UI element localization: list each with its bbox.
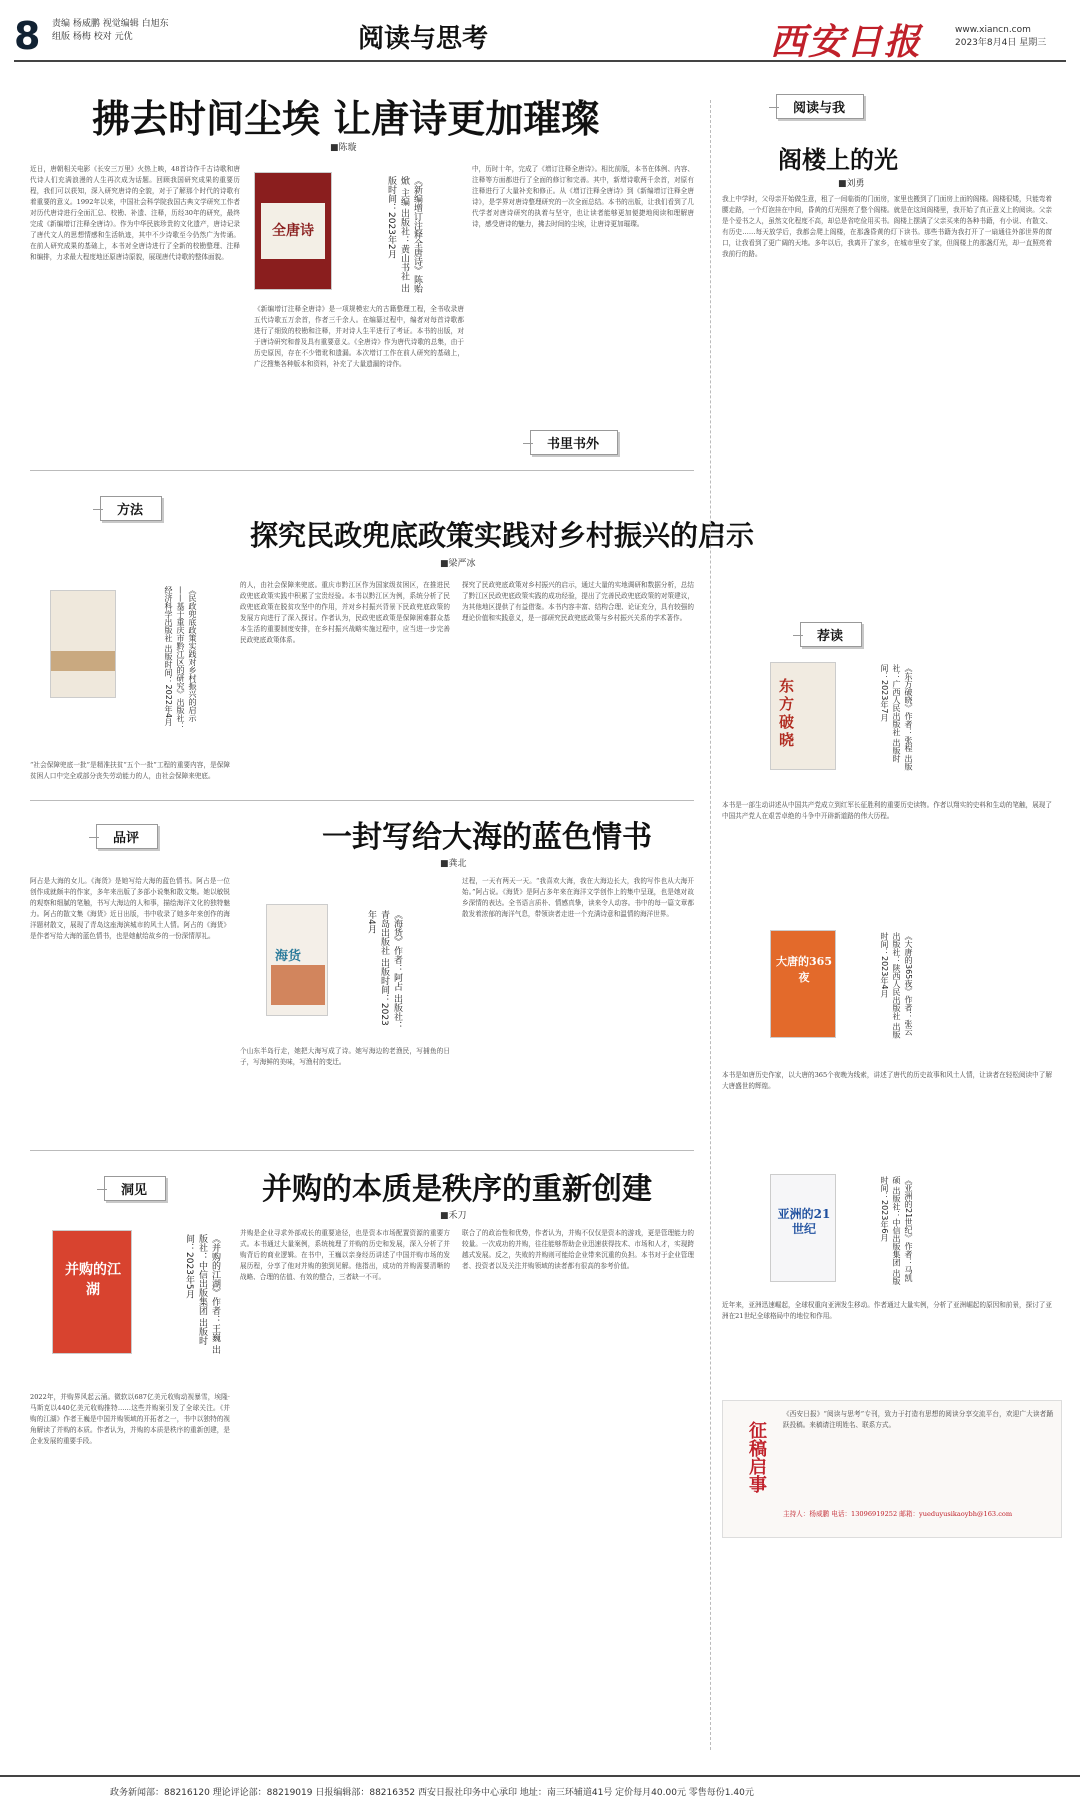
rec-book-3-info: 《亚洲的21世纪》作者：马凯硕 出版社：中信出版集团 出版时间：2023年6月 bbox=[880, 1176, 913, 1286]
article2-col1: “社会保障兜底一批”是精准扶贫“五个一批”工程的重要内容，是保障贫困人口中完全或部分丧失劳动能力的人，由社会保障来兜底。 bbox=[30, 761, 230, 780]
footer bbox=[0, 1775, 1080, 1803]
rec-book-2-info: 《大唐的365夜》作者：张云 出版社：陕西人民出版社 出版时间：2023年4月 bbox=[880, 932, 913, 1039]
call-text: 《西安日报》“阅读与思考”专刊，致力于打造有思想的阅读分享交流平台，欢迎广大读者踊跃投稿。来稿请注明姓名、联系方式。 bbox=[783, 1410, 1053, 1429]
sidebar-divider bbox=[710, 100, 711, 1750]
website: www.xiancn.com bbox=[955, 25, 1031, 35]
credits-line-1: 责编 杨威鹏 视觉编辑 白旭东 bbox=[52, 19, 169, 29]
article3-col1: 阿占是大海的女儿。《海货》是她写给大海的蓝色情书。阿占是一位创作成就颇丰的作家，多年来出版了多部小说集和散文集。她以敏锐的观察和细腻的笔触，书写大海边的人和事，描绘海洋文化的独特魅力。阿占的散文集《海货》近日出版，书中收录了她多年来创作的海洋题材散文，展现了青岛这座海滨城市的风土人情。阿占的《海货》是作者写给大海的蓝色情书，也是她献给故乡的一份深情厚礼。 bbox=[30, 877, 230, 940]
divider bbox=[30, 800, 694, 801]
book-cover-title: 全唐诗 bbox=[261, 203, 325, 259]
article2-tag: 方法 bbox=[100, 496, 162, 521]
book-cover-title: 大唐的365夜 bbox=[776, 955, 832, 984]
article4-book-info: 《并购的江湖》作者：王巍 出版社：中信出版集团 出版时间：2023年5月 bbox=[184, 1234, 220, 1354]
article4-book-cover bbox=[52, 1230, 132, 1354]
sidebar-title: 阁楼上的光 bbox=[778, 145, 898, 174]
rec-book-1-info: 《东方破晓》作者：张程 出版社：广西人民出版社 出版时间：2023年7月 bbox=[880, 664, 913, 771]
call-for-papers-box bbox=[722, 1400, 1062, 1538]
credits-line-2: 组版 杨梅 校对 元优 bbox=[52, 32, 133, 42]
call-contact: 主持人：杨威鹏 电话：13096919252 邮箱：yueduyusikaoybh@163.com bbox=[783, 1510, 1013, 1518]
rec-book-1-text: 本书是一部生动讲述从中国共产党成立到红军长征胜利的重要历史读物。作者以翔实的史料和生动的笔触，展现了中国共产党人在艰苦卓绝的斗争中开辟新道路的伟大历程。 bbox=[722, 801, 1052, 820]
article1-col1: 近日，唐朝相关电影《长安三万里》火热上映，48首诗作千古诗歌和唐代诗人们充满浪漫的人生再次成为话题。回顾我国研究成果的重要历程，我们可以获知，深入研究唐诗的全貌，对于了解那个时代的诗歌有着重要的意义。1992年以来，中国社会科学院我国古典文学研究工作者对历代唐诗进行全面汇总、校勘、补遗、注释，历经30年的研究，最终完成《新编增订注释全唐诗》。作为中华民族珍贵的文化遗产，唐诗记录了唐代文人的思想情感和生活轨迹，其中不少诗歌至今仍然广为传诵。在前人研究成果的基础上，本书对全唐诗进行了全新的校勘整理、注释和编排，力求最大程度地还原唐诗原貌，展现唐代诗歌的整体面貌。 bbox=[30, 165, 240, 261]
sidebar-essay: 我上中学时，父母亲开始做生意，租了一间临街的门面房，家里也搬到了门面房上面的阁楼。阁楼很矮，只能弯着腰走路，一个灯泡挂在中间，昏黄的灯光照亮了整个阁楼。就是在这间阁楼里，我开始了真正意义上的阅读。父亲是个爱书之人，虽然文化程度不高，却总是省吃俭用买书。阁楼上摆满了父亲买来的各种书籍，有小说、有散文、有历史……每天放学后，我都会爬上阁楼，在那盏昏黄的灯下读书。那些书籍为我打开了一扇通往外部世界的窗口，让我看到了更广阔的天地。多年以后，我离开了家乡，在城市里安了家，但阁楼上的那盏灯光，却一直照亮着我前行的路。 bbox=[722, 195, 1052, 258]
article2-book-cover bbox=[50, 590, 116, 698]
article2-title: 探究民政兜底政策实践对乡村振兴的启示 bbox=[250, 519, 755, 552]
newspaper-logo: 西安日报 bbox=[770, 21, 923, 63]
article3-col2: 个山东半岛行走，她把大海写成了诗。她写海边的老渔民，写捕鱼的日子，写海鲜的美味，写渔村的变迁。 bbox=[240, 1047, 450, 1066]
header-rule bbox=[14, 60, 1066, 62]
page-number: 8 bbox=[14, 14, 41, 58]
rec-book-2-text: 本书是如唐历史作家，以大唐的365个夜晚为线索，讲述了唐代的历史故事和风土人情，让读者在轻松阅读中了解大唐盛世的辉煌。 bbox=[722, 1071, 1052, 1090]
rec-book-2-cover bbox=[770, 930, 836, 1038]
article4-col2: 并购是企业寻求外部成长的重要途径，也是资本市场配置资源的重要方式。本书通过大量案例，系统梳理了并购的历史和发展，深入分析了并购背后的商业逻辑。在书中，王巍以亲身经历讲述了中国并购市场的发展历程，分享了他对并购的独到见解。他指出，成功的并购需要清晰的战略、合理的估值、有效的整合，三者缺一不可。 bbox=[240, 1229, 450, 1281]
article3-byline: ■龚北 bbox=[440, 859, 467, 869]
article1-col3: 中，历时十年，完成了《增订注释全唐诗》。相比前版，本书在体例、内容、注释等方面都进行了全面的修订和完善。其中，新增诗歌两千余首，对原有注释进行了大量补充和修正。从《增订注释全唐诗》到《新编增订注释全唐诗》，是学界对唐诗整理研究的一次全面总结。本书的出版，让我们看到了几代学者对唐诗研究的执着与坚守，也让读者能够更加便捷地阅读和理解唐诗，感受唐诗的魅力，拂去时间的尘埃，让唐诗更加璀璨。 bbox=[472, 165, 694, 228]
divider bbox=[30, 470, 694, 471]
article3-col3: 过程，一天有两天一天。“我喜欢大海，我在大海边长大，我的写作也从大海开始。”阿占说。《海货》是阿占多年来在海洋文学创作上的集中呈现，也是她对故乡深情的表达。全书语言质朴、情感真挚，读来令人动容。书中的每一篇文章都散发着浓郁的海洋气息，带领读者走进一个充满诗意和温情的海洋世界。 bbox=[462, 877, 694, 918]
rec-book-3-cover bbox=[770, 1174, 836, 1282]
article1-col2: 《新编增订注释全唐诗》是一项规模宏大的古籍整理工程，全书收录唐五代诗歌五万余首，作者三千余人。在编纂过程中，编者对每首诗歌都进行了细致的校勘和注释，并对诗人生平进行了考证。本书的出版，对于唐诗研究和普及具有重要意义。《全唐诗》作为唐代诗歌的总集，由于历史原因，存在不少错讹和遗漏。本次增订工作在前人研究的基础上，广泛搜集各种版本和资料，补充了大量遗漏的诗作。 bbox=[254, 305, 464, 368]
article2-byline: ■梁严冰 bbox=[440, 559, 476, 569]
article1-title: 拂去时间尘埃 让唐诗更加璀璨 bbox=[92, 96, 600, 141]
section-title: 阅读与思考 bbox=[358, 24, 489, 54]
rec-book-1-cover bbox=[770, 662, 836, 770]
book-cover-title: 海货 bbox=[275, 949, 302, 964]
article2-book-info: 《民政兜底政策实践对乡村振兴的启示——基于重庆市黔江区的研究》出版社：经济科学出版社 出版时间：2022年4月 bbox=[164, 586, 197, 730]
masthead-info bbox=[955, 24, 1046, 50]
recommend-tag: 荐读 bbox=[800, 622, 862, 647]
rec-book-3-text: 近年来，亚洲迅速崛起，全球权重向亚洲发生移动。作者通过大量实例，分析了亚洲崛起的原因和前景，探讨了亚洲在21世纪全球格局中的地位和作用。 bbox=[722, 1301, 1052, 1320]
book-cover-title: 东方破晓 bbox=[779, 677, 795, 749]
book-cover-title: 亚洲的21世纪 bbox=[777, 1207, 831, 1236]
column-tag-books: 书里书外 bbox=[530, 430, 618, 455]
book-cover-title: 并购的江湖 bbox=[65, 1262, 121, 1298]
book-cover-band bbox=[51, 651, 116, 671]
article1-book-cover bbox=[254, 172, 332, 290]
article3-tag: 品评 bbox=[96, 824, 158, 849]
article3-book-info: 《海货》作者：阿占 出版社：青岛出版社 出版时间：2023年4月 bbox=[366, 910, 402, 1030]
book-cover-art bbox=[271, 965, 325, 1005]
sidebar-tag: 阅读与我 bbox=[776, 94, 864, 119]
divider bbox=[30, 1150, 694, 1151]
article4-title: 并购的本质是秩序的重新创建 bbox=[262, 1172, 652, 1207]
sidebar-byline: ■刘勇 bbox=[838, 179, 865, 189]
article3-book-cover bbox=[266, 904, 328, 1016]
article1-byline: ■陈璇 bbox=[330, 143, 357, 153]
article4-byline: ■禾刀 bbox=[440, 1211, 467, 1221]
article4-col1: 2022年，并购界风起云涌。微软以687亿美元收购动视暴雪，埃隆·马斯克以440亿美元收购推特……这些并购案引发了全球关注。《并购的江湖》作者王巍是中国并购领域的开拓者之一，书中以独特的视角解读了并购的本质。作者认为，并购的本质是秩序的重新创建，是企业发展的重要手段。 bbox=[30, 1393, 230, 1445]
issue-date: 2023年8月4日 星期三 bbox=[955, 38, 1047, 48]
editor-credits bbox=[52, 18, 169, 44]
article2-col3: 探究了民政兜底政策对乡村振兴的启示，通过大量的实地调研和数据分析，总结了黔江区民政兜底政策实践的成功经验，提出了完善民政兜底政策的对策建议，为其他地区提供了有益借鉴。本书内容丰富、结构合理、论证充分，具有较强的理论价值和实践意义，是一部研究民政兜底政策与乡村振兴关系的学术著作。 bbox=[462, 581, 694, 622]
article3-title: 一封写给大海的蓝色情书 bbox=[322, 820, 652, 855]
article4-col3: 联合了的政治性和优势，作者认为，并购不仅仅是资本的游戏，更是管理能力的较量。一次成功的并购，往往能够帮助企业迅速获得技术、市场和人才，实现跨越式发展。反之，失败的并购则可能给企业带来沉重的负担。本书对于企业管理者、投资者以及关注并购领域的读者都有很高的参考价值。 bbox=[462, 1229, 694, 1270]
call-title: 征稿启事 bbox=[746, 1421, 767, 1493]
article1-book-info: 《新编增订注释全唐诗》陈贻焮 主编 出版社：黄山书社 出版时间：2023年2月 bbox=[386, 176, 422, 293]
footer-line: 政务新闻部：88216120 理论评论部：88219019 日报编辑部：88216352 西安日报社印务中心承印 地址：南三环辅道41号 定价每月40.00元 零售每份1.40元 bbox=[110, 1788, 754, 1798]
article4-tag: 洞见 bbox=[104, 1176, 166, 1201]
article2-col2: 的人，由社会保障来兜底。重庆市黔江区作为国家级贫困区，在推进民政兜底政策实践中积累了宝贵经验。本书以黔江区为例，系统分析了民政兜底政策在脱贫攻坚中的作用，并对乡村振兴背景下民政兜底政策的发展方向进行了深入探讨。作者认为，民政兜底政策是保障困难群众基本生活的重要制度安排，在乡村振兴战略实施过程中，应当进一步完善民政兜底政策体系。 bbox=[240, 581, 450, 644]
